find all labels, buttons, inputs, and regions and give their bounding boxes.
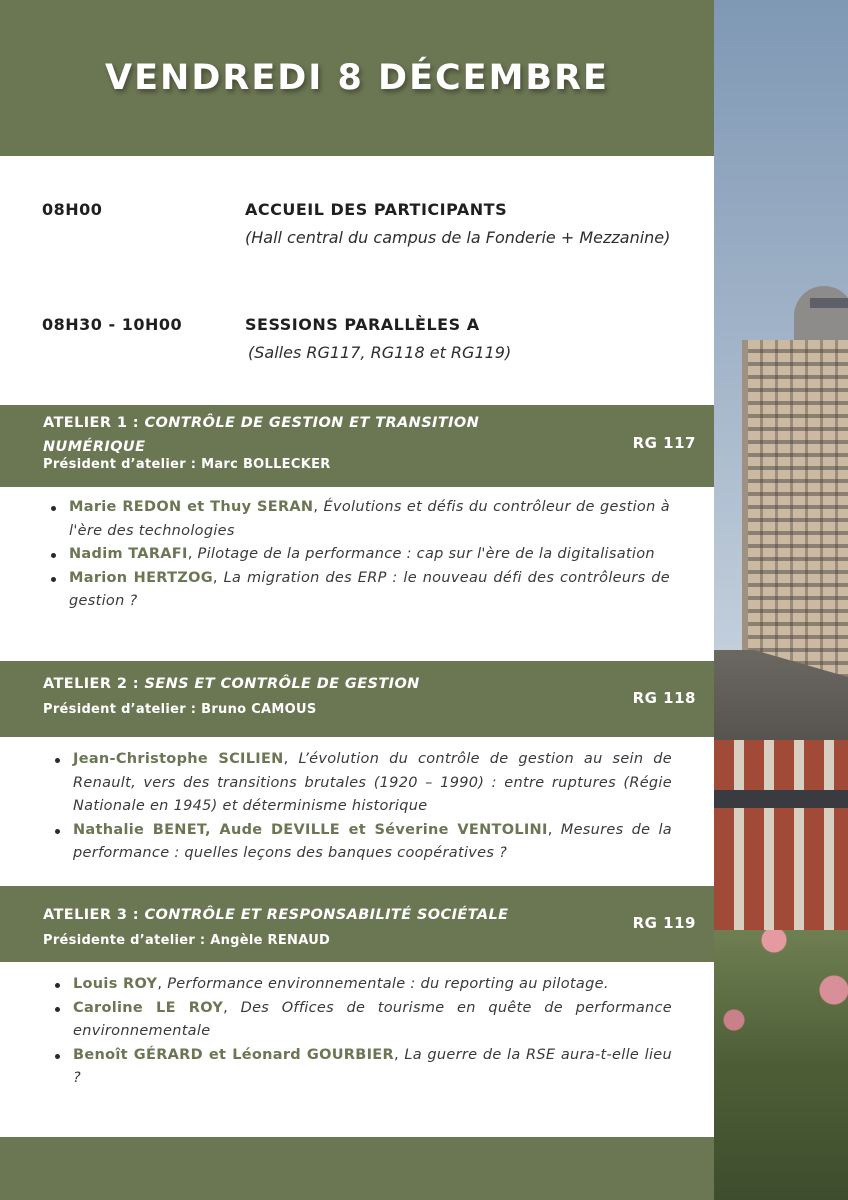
talk-title: La migration des ERP : le nouveau défi des contrôleurs de gestion ? xyxy=(69,569,670,609)
atelier-label: ATELIER 1 : xyxy=(43,415,139,431)
atelier-label: ATELIER 3 : xyxy=(43,907,139,923)
list-item: Caroline LE ROY, Des Offices de tourisme en quête de performance environnementale xyxy=(52,997,672,1044)
atelier-title xyxy=(43,903,563,927)
atelier-label: ATELIER 2 : xyxy=(43,676,139,692)
list-item: Benoît GÉRARD et Léonard GOURBIER, La guerre de la RSE aura-t-elle lieu ? xyxy=(52,1044,672,1091)
atelier-2-header xyxy=(0,661,714,737)
talk-title: La guerre de la RSE aura-t-elle lieu ? xyxy=(73,1046,672,1086)
talk-title: Des Offices de tourisme en quête de performance environnementale xyxy=(73,999,672,1039)
talk-authors: Marion HERTZOG xyxy=(69,569,213,586)
atelier-title xyxy=(43,411,563,459)
talk-title: Mesures de la performance : quelles leçons des banques coopératives ? xyxy=(73,821,672,861)
atelier-3-talks xyxy=(52,973,672,1091)
talk-authors: Caroline LE ROY xyxy=(73,999,224,1016)
schedule-location: (Hall central du campus de la Fonderie + Mezzanine) xyxy=(245,228,671,247)
list-item: Nathalie BENET, Aude DEVILLE et Séverine VENTOLINI, Mesures de la performance : quelles leçons des banques coopératives ? xyxy=(52,819,672,866)
day-title: VENDREDI 8 DÉCEMBRE xyxy=(105,58,609,98)
atelier-2-talks xyxy=(52,748,672,866)
campus-photo xyxy=(714,0,848,1200)
talk-authors: Marie REDON et Thuy SERAN xyxy=(69,499,314,515)
atelier-theme: CONTRÔLE ET RESPONSABILITÉ SOCIÉTALE xyxy=(144,907,509,923)
schedule-title: SESSIONS PARALLÈLES A xyxy=(245,315,480,334)
talk-authors: Jean-Christophe SCILIEN xyxy=(73,751,284,767)
tower-crown xyxy=(794,286,848,346)
list-item: Marion HERTZOG, La migration des ERP : le nouveau défi des contrôleurs de gestion ? xyxy=(48,567,670,614)
schedule-time: 08H30 - 10H00 xyxy=(42,315,183,334)
talk-title: Pilotage de la performance : cap sur l'ère de la digitalisation xyxy=(197,546,655,562)
atelier-president: Présidente d’atelier : Angèle RENAUD xyxy=(43,933,331,948)
list-item: Nadim TARAFI, Pilotage de la performance : cap sur l'ère de la digitalisation xyxy=(48,543,670,567)
atelier-room: RG 117 xyxy=(632,434,696,452)
list-item: Jean-Christophe SCILIEN, L’évolution du contrôle de gestion au sein de Renault, vers des transitions brutales (1920 – 1990) : entre ruptures (Régie Nationale en 1945) et déterminisme historique xyxy=(52,748,672,819)
atelier-title xyxy=(43,672,563,696)
talk-authors: Louis ROY xyxy=(73,976,158,992)
atelier-theme: CONTRÔLE DE GESTION ET TRANSITION NUMÉRIQUE xyxy=(43,415,480,455)
talk-title: L’évolution du contrôle de gestion au sein de Renault, vers des transitions brutales (1920 – 1990) : entre ruptures (Régie Nationale en 1945) et déterminisme historique xyxy=(73,751,672,814)
day-header xyxy=(0,0,714,156)
talk-title: Performance environnementale : du reporting au pilotage. xyxy=(167,976,609,992)
atelier-theme: SENS ET CONTRÔLE DE GESTION xyxy=(144,676,420,692)
schedule-time: 08H00 xyxy=(42,200,103,219)
schedule-location: (Salles RG117, RG118 et RG119) xyxy=(248,343,512,362)
talk-authors: Nadim TARAFI xyxy=(69,546,188,562)
talk-authors: Benoît GÉRARD et Léonard GOURBIER xyxy=(73,1046,394,1063)
atelier-president: Président d’atelier : Bruno CAMOUS xyxy=(43,702,317,717)
schedule-title: ACCUEIL DES PARTICIPANTS xyxy=(245,200,508,219)
talk-authors: Nathalie BENET, Aude DEVILLE et Séverine VENTOLINI xyxy=(73,821,548,838)
atelier-1-talks xyxy=(48,496,670,614)
rose-bushes xyxy=(714,930,848,1200)
balcony-rail xyxy=(714,790,848,808)
list-item: Louis ROY, Performance environnementale : du reporting au pilotage. xyxy=(52,973,672,997)
atelier-1-header xyxy=(0,405,714,487)
atelier-room: RG 119 xyxy=(632,914,696,932)
atelier-president: Président d’atelier : Marc BOLLECKER xyxy=(43,457,331,472)
talk-title: Évolutions et défis du contrôleur de gestion à l'ère des technologies xyxy=(69,499,670,539)
footer-band xyxy=(0,1137,714,1200)
atelier-3-header xyxy=(0,886,714,962)
atelier-room: RG 118 xyxy=(632,689,696,707)
list-item: Marie REDON et Thuy SERAN, Évolutions et défis du contrôleur de gestion à l'ère des technologies xyxy=(48,496,670,543)
tower-crown-band xyxy=(810,298,848,308)
